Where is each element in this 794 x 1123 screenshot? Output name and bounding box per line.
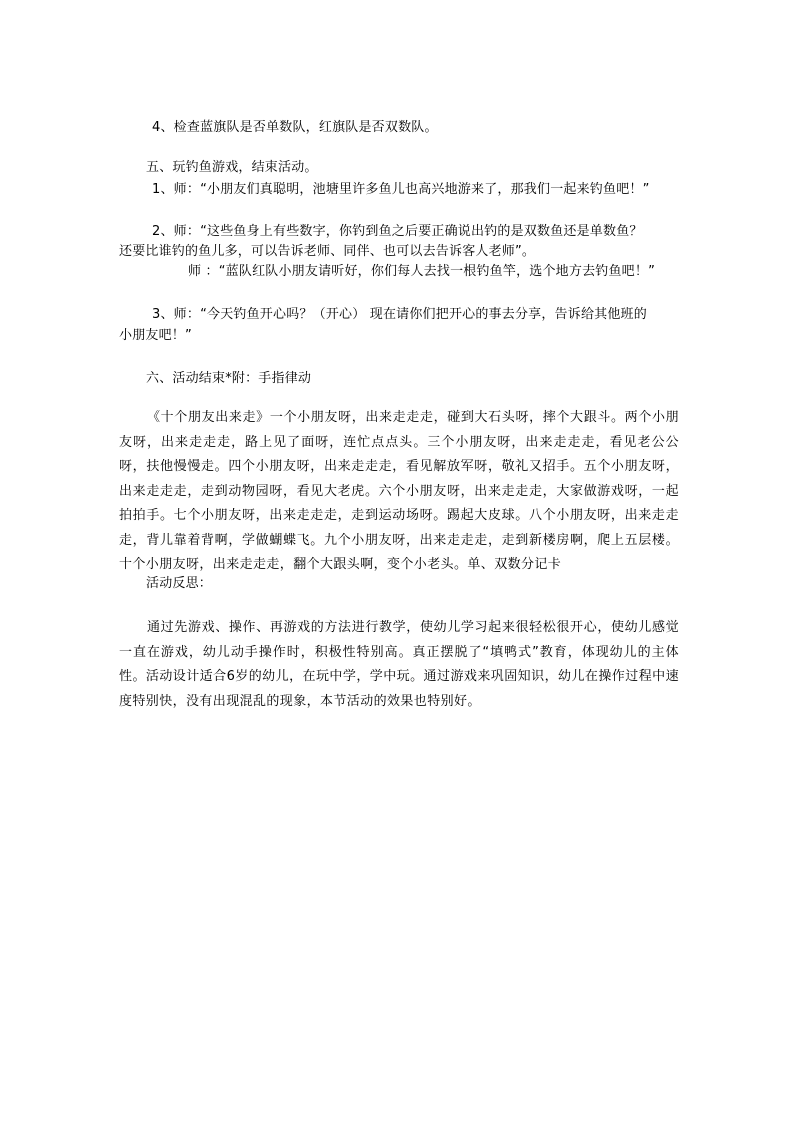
item-3-line-1: 3、师：“今天钓鱼开心吗？（开心） 现在请你们把开心的事去分享，告诉给其他班的 xyxy=(152,307,647,322)
section-6-heading: 六、活动结束*附：手指律动 xyxy=(146,371,312,386)
reflection-heading: 活动反思： xyxy=(146,576,213,591)
item-2-line-2: 还要比谁钓的鱼儿多，可以告诉老师、同伴、也可以去告诉客人老师”。 xyxy=(119,244,536,259)
finger-rhyme-paragraph: 《十个朋友出来走》一个小朋友呀，出来走走走，碰到大石头呀，摔个大跟斗。两个小朋友呀，出来走走走，路上见了面呀，连忙点点头。三个小朋友呀，出来走走走，看见老公公呀，扶他慢慢走。四个小朋友呀，出来走走走，看见解放军呀，敬礼又招手。五个小朋友呀，出来走走走，走到动物园呀，看见大老虎。六个小朋友呀，出来走走走，大家做游戏呀，一起拍拍手。七个小朋友呀，出来走走走，走到运动场呀。踢起大皮球。八个小朋友呀，出来走走走，背儿靠着背啊，学做蝴蝶飞。九个小朋友呀，出来走走走，走到新楼房啊，爬上五层楼。十个小朋友呀，出来走走走，翻个大跟头啊，变个小老头。单、双数分记卡 xyxy=(119,410,679,572)
item-1-text: 1、师：“小朋友们真聪明，池塘里许多鱼儿也高兴地游来了，那我们一起来钓鱼吧！” xyxy=(152,182,650,197)
step-4-text: 4、检查蓝旗队是否单数队，红旗队是否双数队。 xyxy=(152,120,438,135)
item-3-line-2: 小朋友吧！” xyxy=(119,328,192,343)
section-5-heading: 五、玩钓鱼游戏，结束活动。 xyxy=(146,160,318,175)
item-2-line-1: 2、师：“这些鱼身上有些数字，你钓到鱼之后要正确说出钓的是双数鱼还是单数鱼？ xyxy=(152,224,643,239)
reflection-paragraph: 通过先游戏、操作、再游戏的方法进行教学，使幼儿学习起来很轻松很开心，使幼儿感觉一直在游戏，幼儿动手操作时，积极性特别高。真正摆脱了“填鸭式”教育，体现幼儿的主体性。活动设计适合6岁的幼儿，在玩中学，学中玩。通过游戏来巩固知识，幼儿在操作过程中速度特别快，没有出现混乱的现象，本节活动的效果也特别好。 xyxy=(119,620,679,709)
item-2-line-3: 师 ：“蓝队红队小朋友请听好，你们每人去找一根钓鱼竿，选个地方去钓鱼吧！” xyxy=(188,264,656,279)
